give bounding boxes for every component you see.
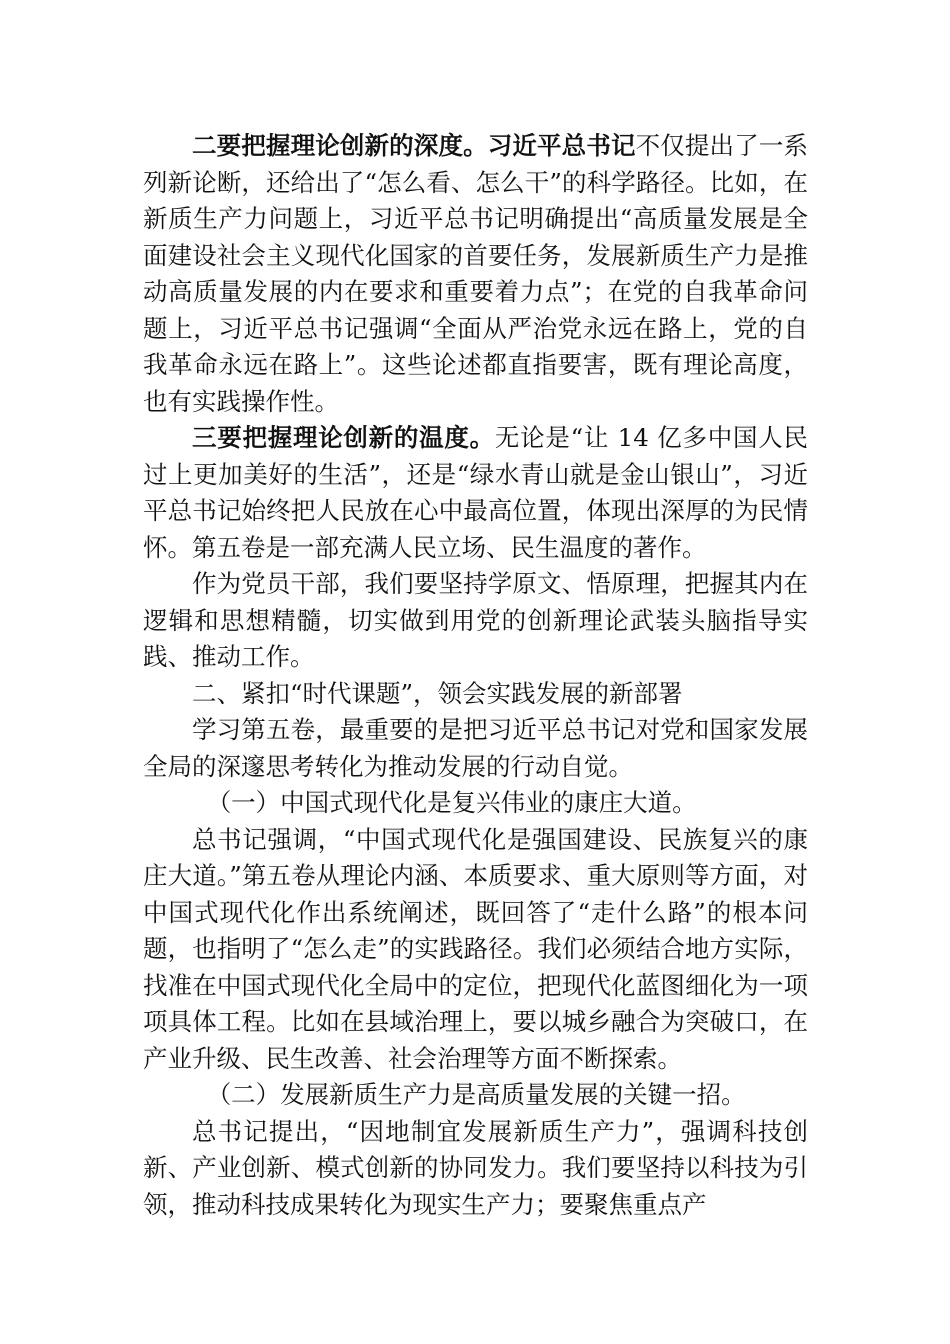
paragraph-depth-body: 不仅提出了一系列新论断，还给出了“怎么看、怎么干”的科学路径。比如，在新质生产力问题上，习近平总书记明确提出“高质量发展是全面建设社会主义现代化国家的首要任务，发展新质生产力是推动高质量发展的内在要求和重要着力点”；在党的自我革命问题上，习近平总书记强调“全面从严治党永远在路上，党的自我革命永远在路上”。这些论述都直指要害，既有理论高度，也有实践操作性。 [143,131,808,416]
paragraph-depth-lead: 二要把握理论创新的深度。习近平总书记 [192,131,636,160]
paragraph-productivity: 总书记提出，“因地制宜发展新质生产力”，强调科技创新、产业创新、模式创新的协同发力。我们要坚持以科技为引领，推动科技成果转化为现实生产力；要聚焦重点产 [143,1116,808,1219]
document-body [143,128,808,1223]
subheading-one: （一）中国式现代化是复兴伟业的康庄大道。 [206,788,697,817]
paragraph-warmth-lead: 三要把握理论创新的温度。 [192,423,495,452]
paragraph-volume-five: 学习第五卷，最重要的是把习近平总书记对党和国家发展全局的深邃思考转化为推动发展的行动自觉。 [143,715,808,781]
paragraph-modernization: 总书记强调，“中国式现代化是强国建设、民族复兴的康庄大道。”第五卷从理论内涵、本质要求、重大原则等方面，对中国式现代化作出系统阐述，既回答了“走什么路”的根本问题，也指明了“怎么走”的实践路径。我们必须结合地方实际，找准在中国式现代化全局中的定位，把现代化蓝图细化为一项项具体工程。比如在县域治理上，要以城乡融合为突破口，在产业升级、民生改善、社会治理等方面不断探索。 [143,824,808,1073]
section-heading-two: 二、紧扣“时代课题”，领会实践发展的新部署 [192,678,683,708]
paragraph-cadres: 作为党员干部，我们要坚持学原文、悟原理，把握其内在逻辑和思想精髓，切实做到用党的创新理论武装头脑指导实践、推动工作。 [143,569,808,671]
paragraph-warmth-body: 无论是“让 14 亿多中国人民过上更加美好的生活”，还是“绿水青山就是金山银山”，习近平总书记始终把人民放在心中最高位置，体现出深厚的为民情怀。第五卷是一部充满人民立场、民生温度的著作。 [143,423,808,562]
paragraph-warmth [143,420,808,566]
subheading-two: （二）发展新质生产力是高质量发展的关键一招。 [206,1080,746,1109]
paragraph-depth [143,128,808,420]
